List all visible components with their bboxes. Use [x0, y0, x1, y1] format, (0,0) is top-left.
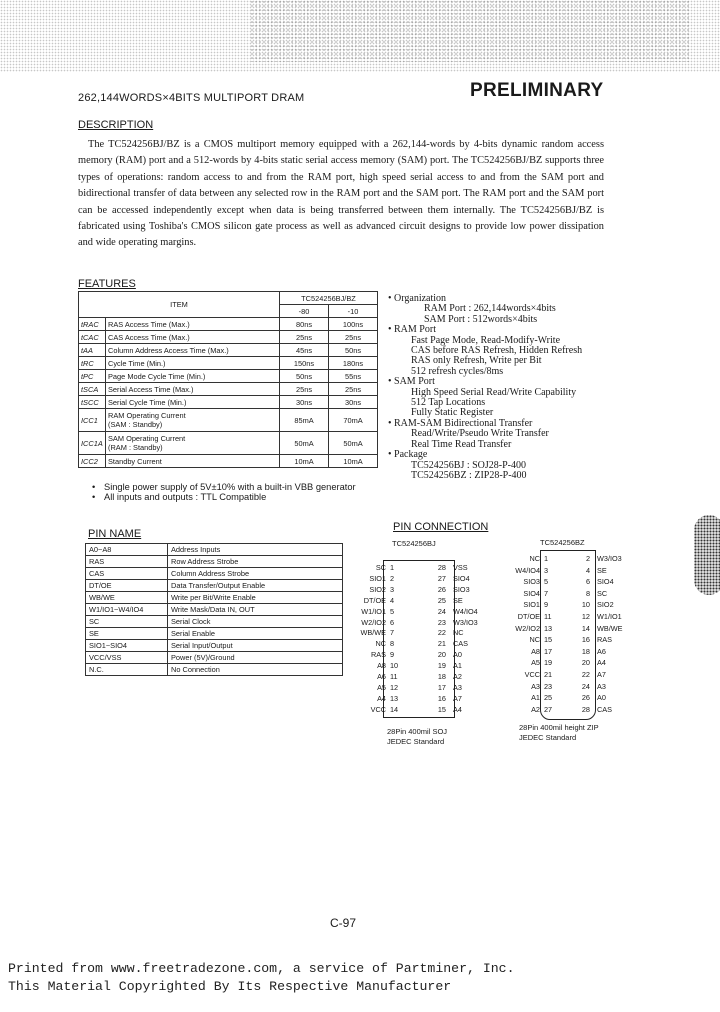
pin-name-row	[86, 556, 343, 568]
pin-number: 9	[544, 600, 549, 610]
feature-item	[106, 370, 280, 383]
pin-label: DT/OE	[517, 612, 540, 621]
pin-label: W3/IO3	[453, 617, 478, 627]
feature-value-10: 25ns	[329, 383, 378, 396]
feature-list-text: Organization	[394, 293, 447, 304]
pin-label: SC	[375, 563, 386, 572]
bullet-text: All inputs and outputs : TTL Compatible	[104, 492, 267, 502]
pin-label: A0	[597, 693, 606, 703]
feature-item-text: RAM Operating Current	[108, 411, 186, 420]
feature-symbol: tPC	[79, 370, 106, 383]
pin-number: 28	[581, 704, 590, 714]
feature-list-text: RAM Port : 262,144words×4bits	[424, 303, 556, 315]
pin-number: 8	[390, 639, 395, 649]
pin-symbol: VCC/VSS	[86, 652, 168, 664]
feature-value-80: 80ns	[280, 318, 329, 331]
feature-value-80: 30ns	[280, 396, 329, 409]
pin-function: Serial Enable	[168, 628, 343, 640]
feature-row	[79, 432, 378, 455]
feature-item	[106, 344, 280, 357]
pin-label: W3/IO3	[597, 554, 622, 563]
feature-row	[79, 396, 378, 409]
feature-list-text: RAM Port	[394, 324, 436, 336]
feature-list-text: CAS before RAS Refresh, Hidden Refresh	[411, 345, 583, 357]
pin-label: W2/IO2	[361, 617, 386, 627]
pin-label: A2	[531, 704, 540, 714]
feature-list-text: Fast Page Mode, Read-Modify-Write	[411, 334, 561, 346]
pin-number: 5	[390, 606, 395, 616]
pin-number: 1	[390, 563, 395, 572]
feature-value-80: 85mA	[280, 409, 329, 432]
feature-row	[79, 357, 378, 370]
pin-label: A5	[531, 658, 540, 668]
pin-number: 11	[390, 672, 398, 681]
pin-label: A7	[597, 670, 606, 679]
feature-item-text: Serial Cycle Time (Min.)	[108, 397, 187, 407]
feature-list-text: Package	[394, 449, 428, 461]
pin-number: 21	[544, 670, 553, 679]
pin-name-row	[86, 652, 343, 664]
pin-number: 17	[437, 682, 446, 692]
pin-function: Write per Bit/Write Enable	[168, 592, 343, 604]
pin-label: A4	[597, 658, 606, 668]
pin-label: VSS	[453, 563, 468, 572]
pin-number: 19	[544, 658, 553, 668]
feature-list-text: RAM-SAM Bidirectional Transfer	[394, 417, 533, 429]
feature-row	[79, 370, 378, 383]
feature-value-10: 180ns	[329, 357, 378, 370]
pin-number: 21	[437, 639, 446, 649]
pin-label: SIO4	[597, 577, 614, 587]
feature-item-text: Serial Access Time (Max.)	[108, 384, 194, 394]
feature-value-80: 150ns	[280, 357, 329, 370]
feature-symbol: tSCC	[79, 396, 106, 409]
pin-number: 6	[390, 617, 395, 627]
feature-symbol: tCAC	[79, 331, 106, 344]
feature-item	[106, 383, 280, 396]
pin-name-row	[86, 568, 343, 580]
pin-number: 24	[581, 681, 590, 691]
zip-caption	[519, 723, 599, 743]
pin-number: 18	[437, 672, 446, 681]
pin-label: A6	[377, 672, 386, 681]
feature-item	[106, 455, 280, 468]
bullet-text: Single power supply of 5V±10% with a built-in VBB generator	[104, 482, 356, 492]
feature-item	[106, 396, 280, 409]
pin-number: 20	[581, 658, 590, 668]
pin-number: 10	[581, 600, 590, 610]
pin-function: Power (5V)/Ground	[168, 652, 343, 664]
pin-label: SE	[597, 565, 607, 575]
pin-number: 8	[585, 588, 590, 598]
bullet-mark: •	[388, 376, 395, 388]
pin-label: A3	[597, 681, 606, 691]
bullet-item: • All inputs and outputs : TTL Compatible	[92, 492, 267, 502]
pin-symbol: A0~A8	[86, 544, 168, 556]
pin-number: 12	[581, 612, 590, 621]
feature-value-80: 45ns	[280, 344, 329, 357]
feature-list-text: TC524256BJ : SOJ28-P-400	[411, 459, 527, 471]
pin-label: A8	[531, 646, 540, 656]
pin-name-row	[86, 616, 343, 628]
soj-caption-line: JEDEC Standard	[387, 737, 445, 746]
pin-number: 28	[437, 563, 446, 572]
pin-number: 10	[390, 661, 399, 671]
footer-line: Printed from www.freetradezone.com, a service of Partminer, Inc.	[8, 961, 515, 976]
feature-item-text: RAS Access Time (Max.)	[108, 319, 190, 329]
pin-number: 16	[437, 693, 446, 703]
pin-label: SIO2	[597, 600, 614, 610]
pin-label: A5	[377, 682, 386, 692]
feature-value-10: 100ns	[329, 318, 378, 331]
features-list	[388, 293, 658, 481]
pin-number: 14	[390, 704, 399, 714]
pin-symbol: SC	[86, 616, 168, 628]
feature-list-text: Read/Write/Pseudo Write Transfer	[411, 428, 549, 440]
pin-function: Serial Input/Output	[168, 640, 343, 652]
description-text: The TC524256BJ/BZ is a CMOS multiport memory equipped with a 262,144-words by 4-bits dynamic random access memory (RAM) port and a 512-words by 4-bits static serial access memory (SAM) port. The TC524256BJ/BZ supports three types of operations: random access to and from the RAM port, high speed serial access to and from the SAM port and bidirectional transfer of data between any selected row in the RAM port and the SAM port. The RAM port and the SAM port can be accessed independently except when data is being transferred between them internally. The TC524256BJ/BZ is fabricated using Toshiba's CMOS silicon gate process as well as advanced circuit designs to provide low power dissipation and wide operating margins.	[78, 139, 604, 249]
feature-list-text: Real Time Read Transfer	[411, 438, 512, 450]
feature-item-text: Cycle Time (Min.)	[108, 358, 166, 368]
pin-number: 26	[437, 584, 446, 594]
pin-label: CAS	[453, 639, 469, 649]
feature-list-text: TC524256BZ : ZIP28-P-400	[411, 469, 527, 481]
pin-number: 12	[390, 682, 399, 692]
pin-name-row	[86, 580, 343, 592]
document-title: 262,144WORDS×4BITS MULTIPORT DRAM	[78, 92, 305, 104]
pin-label: VCC	[524, 670, 540, 679]
pin-symbol: N.C.	[86, 664, 168, 676]
feature-value-80: 25ns	[280, 383, 329, 396]
feature-item	[106, 357, 280, 370]
soj-caption	[387, 727, 447, 747]
feature-list-text: SAM Port	[394, 376, 435, 388]
pin-function: Column Address Strobe	[168, 568, 343, 580]
feature-symbol: tRAC	[79, 318, 106, 331]
feature-value-10: 25ns	[329, 331, 378, 344]
bullet-mark: •	[388, 449, 395, 461]
pin-label: RAS	[597, 635, 613, 645]
pin-label: SIO2	[369, 584, 386, 594]
pin-label: A4	[377, 693, 386, 703]
pin-label: A7	[453, 693, 462, 703]
pin-number: 4	[585, 565, 590, 575]
pin-label: SIO3	[453, 584, 470, 594]
bullet-mark: •	[388, 293, 395, 304]
feature-symbol: tSCA	[79, 383, 106, 396]
pin-symbol: RAS	[86, 556, 168, 568]
pin-symbol: SIO1~SIO4	[86, 640, 168, 652]
pin-number: 24	[437, 606, 446, 616]
pin-name-heading: PIN NAME	[88, 528, 142, 540]
feature-row	[79, 383, 378, 396]
pin-number: 3	[544, 565, 549, 575]
bullet-mark: •	[388, 324, 395, 336]
feature-value-10: 10mA	[329, 455, 378, 468]
feature-symbol: tRC	[79, 357, 106, 370]
pin-function: Data Transfer/Output Enable	[168, 580, 343, 592]
feature-row	[79, 318, 378, 331]
page-number: C-97	[330, 916, 357, 930]
preliminary-label: PRELIMINARY	[470, 80, 604, 101]
pin-label: A3	[531, 681, 540, 691]
pin-label: NC	[529, 554, 540, 563]
pin-number: 27	[437, 573, 446, 583]
feature-item	[106, 409, 280, 432]
feature-list-item	[398, 440, 658, 450]
feature-row	[79, 409, 378, 432]
feature-row	[79, 344, 378, 357]
feature-list-text: SAM Port : 512words×4bits	[424, 313, 538, 325]
pin-label: SIO1	[523, 600, 540, 610]
feature-value-10: 50mA	[329, 432, 378, 455]
feature-list-item	[398, 315, 658, 325]
pin-label: A3	[453, 682, 462, 692]
footer-line: This Material Copyrighted By Its Respective Manufacturer	[8, 979, 452, 994]
feature-symbol: ICC1	[79, 409, 106, 432]
feature-symbol: ICC1A	[79, 432, 106, 455]
pin-number: 20	[437, 650, 446, 660]
bullet-item: • Single power supply of 5V±10% with a built-in VBB generator	[92, 482, 382, 492]
pin-label: VCC	[370, 704, 386, 714]
feature-value-80: 50mA	[280, 432, 329, 455]
feature-item	[106, 432, 280, 455]
pin-name-row	[86, 604, 343, 616]
feature-list-item	[398, 367, 658, 377]
pin-function: Row Address Strobe	[168, 556, 343, 568]
features-bullets	[92, 482, 382, 502]
feature-value-10: 50ns	[329, 344, 378, 357]
pin-symbol: SE	[86, 628, 168, 640]
pin-name-row	[86, 628, 343, 640]
pin-label: A6	[597, 646, 606, 656]
features-heading: FEATURES	[78, 278, 136, 290]
pin-number: 14	[581, 623, 590, 633]
pin-label: A0	[453, 650, 462, 660]
pin-label: A8	[377, 661, 386, 671]
pin-number: 19	[437, 661, 446, 671]
pin-number: 7	[544, 588, 549, 598]
pin-name-row	[86, 544, 343, 556]
pin-number: 25	[544, 693, 553, 703]
feature-list-text: High Speed Serial Read/Write Capability	[411, 386, 577, 398]
feature-list-item	[398, 471, 658, 481]
pin-label: W4/IO4	[515, 565, 540, 575]
pin-symbol: W1/IO1~W4/IO4	[86, 604, 168, 616]
pin-label: A2	[453, 672, 462, 681]
pin-number: 4	[390, 595, 395, 605]
pin-label: SIO4	[523, 588, 540, 598]
item-header: ITEM	[79, 292, 280, 318]
pin-label: SC	[597, 588, 608, 598]
pin-number: 27	[544, 704, 553, 714]
features-table	[78, 291, 378, 468]
feature-list-text: 512 Tap Locations	[411, 397, 486, 409]
pin-label: WB/WE	[597, 623, 623, 633]
feature-item-text: Column Address Access Time (Max.)	[108, 345, 229, 355]
feature-symbol: tAA	[79, 344, 106, 357]
feature-item-note: (SAM : Standby)	[108, 420, 163, 429]
pin-symbol: WB/WE	[86, 592, 168, 604]
feature-symbol: ICC2	[79, 455, 106, 468]
pin-label: NC	[375, 639, 386, 649]
speed-header-80: -80	[280, 305, 329, 318]
pin-label: W2/IO2	[515, 623, 540, 633]
feature-item-text: SAM Operating Current	[108, 434, 186, 443]
feature-row	[79, 455, 378, 468]
pin-name-table	[85, 543, 343, 676]
feature-item-text: CAS Access Time (Max.)	[108, 332, 190, 342]
pin-label: SIO4	[453, 573, 470, 583]
feature-item-note: (RAM : Standby)	[108, 443, 163, 452]
feature-list-text: 512 refresh cycles/8ms	[411, 365, 504, 377]
pin-number: 2	[585, 554, 590, 563]
pin-label: W1/IO1	[361, 606, 386, 616]
feature-value-80: 50ns	[280, 370, 329, 383]
feature-item-text: Standby Current	[108, 456, 162, 466]
feature-value-10: 70mA	[329, 409, 378, 432]
pin-label: A1	[453, 661, 462, 671]
pin-number: 23	[544, 681, 553, 691]
pin-number: 2	[390, 573, 395, 583]
pin-name-row	[86, 664, 343, 676]
pin-number: 25	[437, 595, 446, 605]
pin-connection-heading: PIN CONNECTION	[393, 521, 489, 533]
pin-label: NC	[453, 628, 464, 638]
pin-number: 13	[390, 693, 399, 703]
soj-caption-line: 28Pin 400mil SOJ	[387, 727, 448, 736]
pin-number: 6	[585, 577, 590, 587]
pin-number: 22	[581, 670, 590, 679]
part-header: TC524256BJ/BZ	[280, 292, 378, 305]
soj-part-label: TC524256BJ	[392, 539, 436, 548]
pin-number: 1	[544, 554, 549, 563]
pin-function: Write Mask/Data IN, OUT	[168, 604, 343, 616]
description-heading: DESCRIPTION	[78, 119, 154, 131]
speed-header-10: -10	[329, 305, 378, 318]
pin-name-row	[86, 640, 343, 652]
pin-label: A4	[453, 704, 462, 714]
pin-function: No Connection	[168, 664, 343, 676]
pin-function: Address Inputs	[168, 544, 343, 556]
pin-number: 26	[581, 693, 590, 703]
pin-label: NC	[529, 635, 540, 645]
feature-item-text: Page Mode Cycle Time (Min.)	[108, 371, 206, 381]
pin-number: 17	[544, 646, 553, 656]
pin-function: Serial Clock	[168, 616, 343, 628]
feature-list-text: RAS only Refresh, Write per Bit	[411, 355, 542, 367]
pin-label: WB/WE	[360, 628, 386, 638]
pin-number: 15	[437, 704, 446, 714]
pin-number: 15	[544, 635, 553, 645]
pin-label: SIO1	[369, 573, 386, 583]
pin-label: W1/IO1	[597, 612, 622, 621]
scan-noise-dark	[250, 0, 690, 62]
pin-symbol: CAS	[86, 568, 168, 580]
pin-label: A1	[531, 693, 540, 703]
feature-item	[106, 318, 280, 331]
feature-value-80: 25ns	[280, 331, 329, 344]
pin-number: 22	[437, 628, 446, 638]
pin-number: 16	[581, 635, 590, 645]
pin-label: SE	[453, 595, 463, 605]
pin-number: 23	[437, 617, 446, 627]
feature-value-80: 10mA	[280, 455, 329, 468]
pin-symbol: DT/OE	[86, 580, 168, 592]
zip-part-label: TC524256BZ	[540, 538, 585, 547]
pin-label: SIO3	[523, 577, 540, 587]
feature-item	[106, 331, 280, 344]
pin-number: 11	[544, 612, 552, 621]
feature-value-10: 30ns	[329, 396, 378, 409]
feature-row	[79, 331, 378, 344]
pin-number: 5	[544, 577, 549, 587]
pin-label: CAS	[597, 704, 613, 714]
zip-caption-line: JEDEC Standard	[519, 733, 577, 742]
zip-caption-line: 28Pin 400mil height ZIP	[519, 723, 599, 732]
pin-number: 7	[390, 628, 395, 638]
feature-list-text: Fully Static Register	[411, 407, 494, 419]
pin-label: RAS	[370, 650, 386, 660]
bullet-mark: •	[388, 417, 395, 429]
pin-number: 3	[390, 584, 395, 594]
pin-number: 9	[390, 650, 395, 660]
pin-number: 13	[544, 623, 553, 633]
binding-hole-mark	[694, 515, 720, 595]
pin-label: DT/OE	[363, 595, 386, 605]
pin-number: 18	[581, 646, 590, 656]
pin-label: W4/IO4	[453, 606, 478, 616]
pin-name-row	[86, 592, 343, 604]
feature-value-10: 55ns	[329, 370, 378, 383]
